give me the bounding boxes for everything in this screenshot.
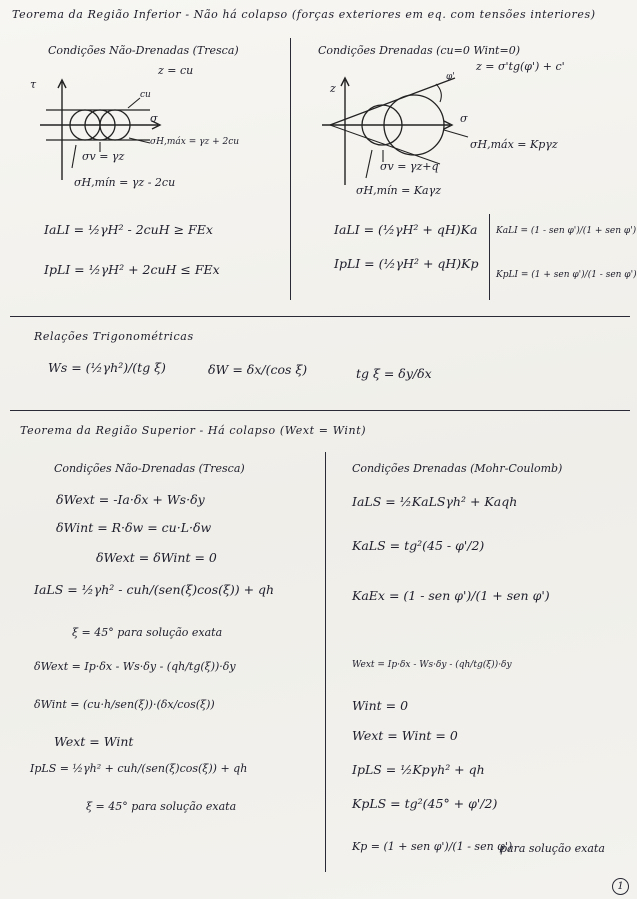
axis-sigma-label: σ (150, 112, 158, 125)
page-title: Teorema da Região Inferior - Não há colapso (forças exteriores em eq. com tensões interiores) (12, 8, 596, 21)
trig-dw: δW = δx/(cos ξ) (208, 362, 308, 377)
ub-drained-heading: Condições Drenadas (Mohr-Coulomb) (352, 462, 563, 475)
ka-li: KaLI = (1 - sen φ')/(1 + sen φ') (496, 226, 637, 236)
ub-u-line-6: δWext = Ip·δx - Ws·δy - (qh/tg(ξ))·δy (34, 660, 236, 673)
lower-divider (325, 452, 326, 872)
ka-kp-separator (489, 214, 490, 300)
sh-min-undrained: σH,mín = γz - 2cu (74, 176, 176, 189)
sh-min-drained: σH,mín = Kaγz (356, 184, 441, 197)
ub-d-line-1: IaLS = ½KaLSγh² + Kaqh (352, 494, 518, 509)
ub-u-line-10: ξ = 45° para solução exata (86, 800, 237, 813)
page-number: 1 (612, 878, 629, 895)
section-divider-2 (10, 410, 630, 411)
ub-u-line-9: IpLS = ½γh² + cuh/(sen(ξ)cos(ξ)) + qh (30, 762, 248, 775)
ub-u-line-1: δWext = -Ia·δx + Ws·δy (56, 492, 205, 507)
trig-heading: Relações Trigonométricas (34, 330, 194, 343)
ub-u-line-5: ξ = 45° para solução exata (72, 626, 223, 639)
sh-max-undrained: σH,máx = γz + 2cu (150, 137, 240, 147)
ub-u-line-2: δWint = R·δw = cu·L·δw (56, 520, 212, 535)
sh-max-drained: σH,máx = Kpγz (470, 138, 558, 151)
ub-d-line-6: Wext = Wint = 0 (352, 728, 458, 743)
lb-undrained-heading: Condições Não-Drenadas (Tresca) (48, 44, 239, 57)
ip-li-drained: IpLI = (½γH² + qH)Kp (334, 256, 479, 271)
axis-tau-label: τ (30, 78, 37, 91)
ub-d-line-5: Wint = 0 (352, 698, 409, 713)
ub-d-line-4: Wext = Ip·δx - Ws·δy - (qh/tg(ξ))·δy (352, 660, 512, 670)
ub-d-line-3: KaEx = (1 - sen φ')/(1 + sen φ') (352, 588, 550, 603)
ub-d-line-10: para solução exata (500, 842, 605, 855)
ub-undrained-heading: Condições Não-Drenadas (Tresca) (54, 462, 245, 475)
ia-li-drained: IaLI = (½γH² + qH)Ka (334, 222, 478, 237)
cu-label: cu (140, 90, 151, 100)
sv-drained: σv = γz+q (380, 160, 439, 173)
phi-label: φ' (446, 72, 455, 82)
ub-d-line-7: IpLS = ½Kpγh² + qh (352, 762, 485, 777)
axis-z-label: z (330, 82, 336, 95)
lb-drained-heading: Condições Drenadas (cu=0 Wint=0) (318, 44, 520, 57)
ub-d-line-2: KaLS = tg²(45 - φ'/2) (352, 538, 485, 553)
ub-d-line-9: Kp = (1 + sen φ')/(1 - sen φ') (352, 840, 513, 853)
ia-li-undrained: IaLI = ½γH² - 2cuH ≥ FEx (44, 222, 213, 237)
lb-drained-envelope: z = σ'tg(φ') + c' (476, 60, 565, 73)
ub-d-line-8: KpLS = tg²(45° + φ'/2) (352, 796, 498, 811)
trig-ws: Ws = (½γh²)/(tg ξ) (48, 360, 166, 375)
lb-undrained-envelope: z = cu (158, 64, 194, 77)
sv-undrained: σv = γz (82, 150, 125, 163)
axis-sigma-drained-label: σ (460, 112, 468, 125)
ub-u-line-3: δWext = δWint = 0 (96, 550, 217, 565)
ip-li-undrained: IpLI = ½γH² + 2cuH ≤ FEx (44, 262, 220, 277)
ub-u-line-4: IaLS = ½γh² - cuh/(sen(ξ)cos(ξ)) + qh (34, 582, 275, 597)
ub-heading: Teorema da Região Superior - Há colapso (Wext = Wint) (20, 424, 367, 437)
ub-u-line-8: Wext = Wint (54, 734, 134, 749)
section-divider-1 (10, 316, 630, 317)
ub-u-line-7: δWint = (cu·h/sen(ξ))·(δx/cos(ξ)) (34, 698, 215, 711)
kp-li: KpLI = (1 + sen φ')/(1 - sen φ') (496, 270, 637, 280)
trig-tg: tg ξ = δy/δx (356, 366, 432, 381)
